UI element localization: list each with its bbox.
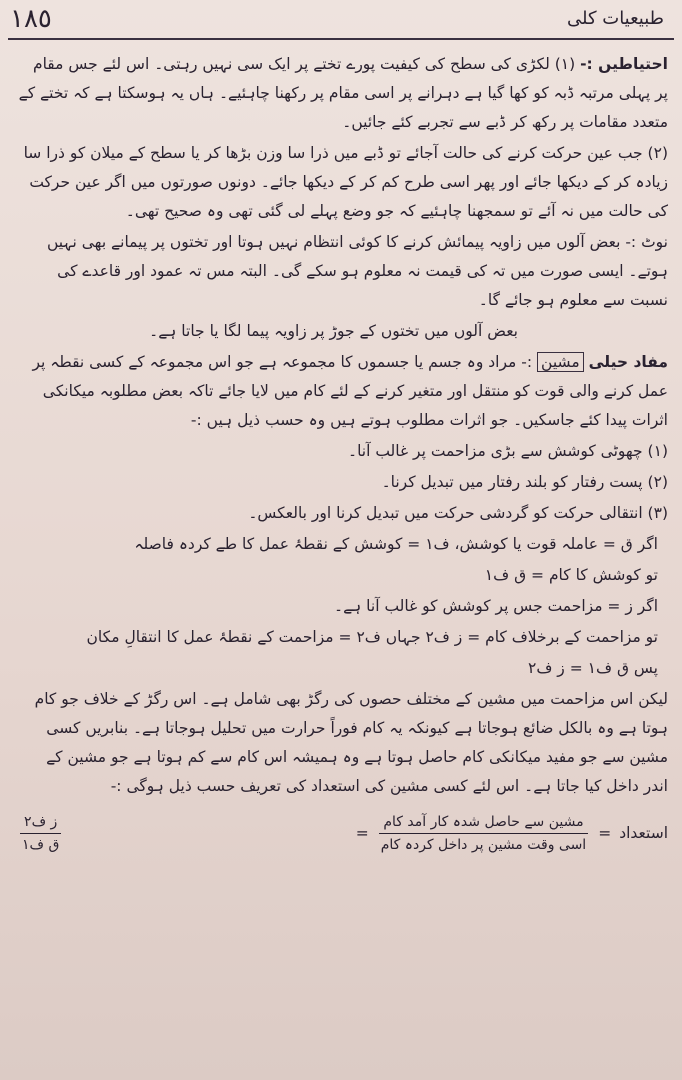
formula-3: اگر ز = مزاحمت جس پر کوشش کو غالب آنا ہے۔ xyxy=(334,597,658,615)
equals-sign-1: = xyxy=(598,824,612,842)
list-item-3: (۳) انتقالی حرکت کو گردشی حرکت میں تبدیل کرنا اور بالعکس۔ xyxy=(248,504,668,522)
list-item-2: (۲) پست رفتار کو بلند رفتار میں تبدیل کرنا۔ xyxy=(381,473,668,491)
efficiency-definition xyxy=(356,811,668,856)
precaution-2-text: (۲) جب عین حرکت کرنے کی حالت آجائے تو ڈبے میں ذرا سا وزن بڑھا کر یا سطح کے میلان کو ذرا سا زیادہ کر کے دیکھا جائے اور پھر اسی طرح کم کر کے دیکھا جائے۔ دونوں صورتوں میں اگر عین حرکت کی حالت میں نہ آئے تو سمجھنا چاہئیے کہ جو وضع پہلے لی گئی تھی وہ صحیح تھی۔ xyxy=(23,144,668,220)
list-item-1: (۱) چھوٹی کوشش سے بڑی مزاحمت پر غالب آنا۔ xyxy=(347,442,668,460)
precaution-1-text: (۱) لکڑی کی سطح کی کیفیت پورے تختے پر ایک سی نہیں رہتی۔ اس لئے جس مقام پر پہلی مرتبہ ڈبہ کو کھا گیا ہے دہرانے پر اسی مقام پر رکھنا چاہئیے۔ ہاں یہ ہوسکتا ہے کہ تختے کے متعدد مقامات پر رکھ کر ڈبے سے تجربے کئے جائیں۔ xyxy=(18,55,668,131)
precautions-paragraph xyxy=(18,50,668,137)
page-header xyxy=(0,0,682,42)
note-text: نوٹ :- بعض آلوں میں زاویہ پیمائش کرنے کا کوئی انتظام نہیں ہوتا اور تختوں پر پیمانے بھی نہیں ہوتے۔ ایسی صورت میں تہ کی قیمت نہ معلوم ہو سکے گی۔ البتہ مس تہ عمود اور قاعدے کی نسبت سے معلوم ہو جائے گا۔ xyxy=(46,233,668,309)
running-title: طبیعیات کلی xyxy=(567,8,664,29)
machine-definition: :- مراد وہ جسم یا جسموں کا مجموعہ ہے جو اس مجموعہ کے کسی نقطہ پر عمل کرنے والی قوت کو منتقل اور متغیر کرنے کے لئے کام میں لایا جائے تاکہ بعض مطلوبہ میکانکی اثرات پیدا کئے جاسکیں۔ جو اثرات مطلوب ہوتے ہیں وہ حسب ذیل ہیں :- xyxy=(32,353,668,429)
machine-heading: مفاد حیلی xyxy=(588,353,668,371)
formula-4: تو مزاحمت کے برخلاف کام = ز ف۲ جہاں ف۲ = مزاحمت کے نقطۂ عمل کا انتقالِ مکان xyxy=(86,628,658,646)
formula-1: اگر ق = عاملہ قوت یا کوشش، ف۱ = کوشش کے نقطۂ عمل کا طے کردہ فاصلہ xyxy=(134,535,658,553)
closing-paragraph: لیکن اس مزاحمت میں مشین کے مختلف حصوں کی رگڑ بھی شامل ہے۔ اس رگڑ کے خلاف جو کام ہوتا ہے وہ بالکل ضائع ہوجاتا ہے کیونکہ یہ کام فوراً حرارت میں تحلیل ہوجاتا ہے۔ بنابریں کسی مشین سے جو مفید میکانکی کام حاصل ہوتا ہے وہ ہمیشہ اس کام سے کم ہوتا ہے جو مشین کے اندر داخل کیا جاتا ہے۔ اس لئے کسی مشین کی استعداد کی تعریف حسب ذیل ہوگی :- xyxy=(34,690,668,795)
efficiency-fraction-words xyxy=(377,811,591,856)
formula-block xyxy=(18,530,668,683)
note-2-text: بعض آلوں میں تختوں کے جوڑ پر زاویہ پیما لگا یا جاتا ہے۔ xyxy=(149,322,518,340)
efficiency-denominator: اسی وقت مشین پر داخل کردہ کام xyxy=(380,837,587,853)
machine-paragraph xyxy=(18,348,668,435)
formula-2: تو کوشش کا کام = ق ف۱ xyxy=(484,566,658,584)
efficiency-symbol-denominator: ق ف۱ xyxy=(22,837,60,853)
page-number: ١٨٥ xyxy=(10,4,52,34)
efficiency-equation xyxy=(18,811,668,856)
precautions-heading: احتیاطیں :- xyxy=(580,55,668,73)
efficiency-numerator: مشین سے حاصل شدہ کار آمد کام xyxy=(379,811,587,834)
header-rule xyxy=(8,38,674,40)
efficiency-symbol-numerator: ز ف۲ xyxy=(20,811,61,834)
machine-label: مشین xyxy=(537,352,584,372)
page-body xyxy=(18,50,668,1040)
efficiency-label: استعداد xyxy=(619,824,668,842)
equals-sign-2: = xyxy=(355,824,369,842)
formula-5: پس ق ف۱ = ز ف۲ xyxy=(527,659,658,677)
efficiency-fraction-symbols xyxy=(18,811,63,856)
